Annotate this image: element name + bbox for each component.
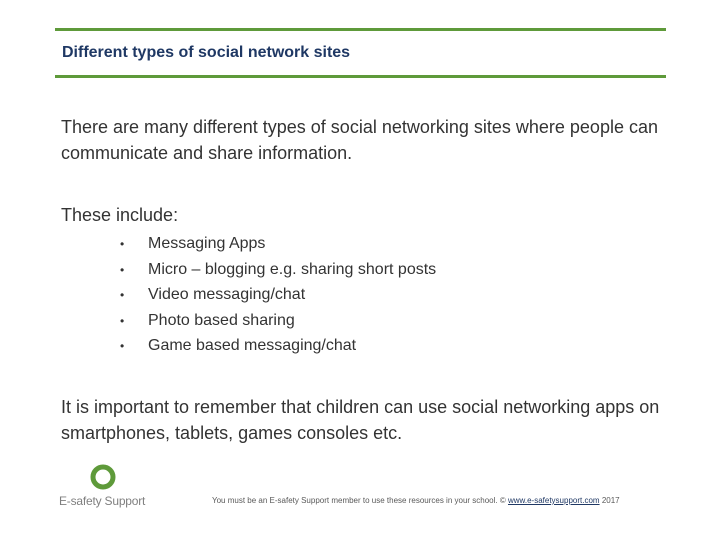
site-types-list <box>120 231 436 359</box>
list-item-label: Video messaging/chat <box>148 286 306 303</box>
list-item-label: Micro – blogging e.g. sharing short posts <box>148 260 437 278</box>
includes-heading: These include: <box>61 205 179 225</box>
website-link[interactable]: www.e-safetysupport.com <box>507 496 600 505</box>
esafety-support-logo <box>57 462 149 514</box>
list-item-label: Photo based sharing <box>148 311 295 329</box>
bullet-icon: • <box>120 288 125 302</box>
ring-logo-icon <box>90 464 116 490</box>
list-item-label: Game based messaging/chat <box>148 337 357 354</box>
bullet-icon: • <box>120 237 125 251</box>
bullet-icon: • <box>120 262 125 277</box>
closing-note: It is important to remember that children can use social networking apps on smartphones, tablets, games consoles etc. <box>61 397 660 443</box>
list-item <box>120 231 436 257</box>
intro-paragraph: There are many different types of social networking sites where people can communicate and share information. <box>61 117 658 163</box>
list-item-label: Messaging Apps <box>148 235 266 252</box>
list-item <box>120 333 436 359</box>
list-item <box>120 308 436 334</box>
list-item <box>120 257 436 283</box>
footer-notice <box>212 496 620 505</box>
title-top-rule <box>55 28 666 31</box>
footer-notice-text: You must be an E-safety Support member to use these resources in your school. © <box>212 496 506 505</box>
title-bottom-rule <box>55 75 666 78</box>
list-item <box>120 282 436 308</box>
logo-text: E-safety Support <box>59 494 146 508</box>
footer-year: 2017 <box>601 496 620 505</box>
bullet-icon: • <box>120 339 125 353</box>
slide-title: Different types of social network sites <box>62 44 351 61</box>
bullet-icon: • <box>120 313 125 328</box>
